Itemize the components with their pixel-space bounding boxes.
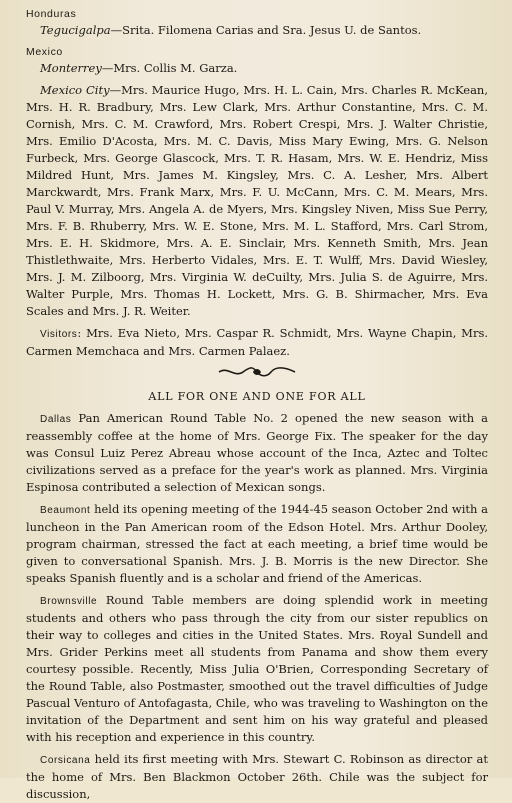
city-mexico-city: Mexico City: [40, 83, 110, 97]
brownsville-text: Round Table members are doing splendid work in meeting students and others who pass through the city from our sister republics on their way to colleges and cities in the United States. Mrs. Royal Sundell and Mrs. Grider Perkins meet all students from Panama and show them every courtesy possible. Recently, Miss Julia O'Brien, Corresponding Secretary of the Round Table, also Postmaster, smoothed out the travel difficulties of Judge Pascual Venturo of Antofagasta, Chile, who was traveling to Washington on the invitation of the Department and sent him on his way grateful and pleased with his reception and experience in this country.: [26, 593, 488, 744]
honduras-members: —Srita. Filomena Carias and Sra. Jesus U. de Santos.: [110, 23, 422, 37]
dallas-paragraph: [26, 410, 488, 496]
corsicana-lead: Corsicana: [40, 755, 91, 766]
beaumont-text: held its opening meeting of the 1944-45 season October 2nd with a luncheon in the Pan American room of the Edson Hotel. Mrs. Arthur Dooley, program chairman, stressed the fact at each meeting, a brief time would be given to conversational Spanish. Mrs. J. B. Morris is the new Director. She speaks Spanish fluently and is a scholar and friend of the Americas.: [26, 502, 488, 585]
mexico-city-members: —Mrs. Maurice Hugo, Mrs. H. L. Cain, Mrs. Charles R. McKean, Mrs. H. R. Bradbury, Mrs. Lew Clark, Mrs. Arthur Constantine, Mrs. C. M. Cornish, Mrs. C. M. Crawford, Mrs. Robert Crespi, Mrs. J. Walter Christie, Mrs. Emilio D'Acosta, Mrs. M. C. Davis, Miss Mary Ewing, Mrs. G. Nelson Furbeck, Mrs. George Glascock, Mrs. T. R. Hasam, Mrs. W. E. Hendriz, Miss Mildred Hunt, Mrs. James M. Kingsley, Mrs. C. A. Lesher, Mrs. Albert Marckwardt, Mrs. Frank Marx, Mrs. F. U. McCann, Mrs. C. M. Mears, Mrs. Paul V. Murray, Mrs. Angela A. de Myers, Mrs. Kingsley Niven, Miss Sue Perry, Mrs. F. B. Rhuberry, Mrs. W. E. Stone, Mrs. M. L. Stafford, Mrs. Carl Strom, Mrs. E. H. Skidmore, Mrs. A. E. Sinclair, Mrs. Kenneth Smith, Mrs. Jean Thistlethwaite, Mrs. Herberto Vidales, Mrs. E. T. Wulff, Mrs. David Wiesley, Mrs. J. M. Zilboorg, Mrs. Virginia W. deCuilty, Mrs. Julia S. de Aguirre, Mrs. Walter Purple, Mrs. Thomas H. Lockett, Mrs. G. B. Shirmacher, Mrs. Eva Scales and Mrs. J. R. Weiter.: [26, 83, 488, 318]
city-tegucigalpa: Tegucigalpa: [40, 23, 111, 37]
dallas-text: Pan American Round Table No. 2 opened the new season with a reassembly coffee at the home of Mrs. George Fix. The speaker for the day was Consul Luiz Perez Abreau whose account of the Inca, Aztec and Toltec civilizations served as a preface for the year's work as planned. Mrs. Virginia Espinosa contributed a selection of Mexican songs.: [26, 411, 488, 494]
section-heading: ALL FOR ONE AND ONE FOR ALL: [148, 390, 366, 403]
visitors-label: Visitors: [40, 329, 78, 340]
country-mexico: Mexico: [26, 46, 63, 58]
brownsville-lead: Brownsville: [40, 596, 98, 607]
country-honduras: Honduras: [26, 8, 77, 20]
visitors-entry: [26, 325, 488, 360]
beaumont-lead: Beaumont: [40, 505, 91, 516]
visitors-list: : Mrs. Eva Nieto, Mrs. Caspar R. Schmidt, Mrs. Wayne Chapin, Mrs. Carmen Memchaca and Mrs. Carmen Palaez.: [26, 326, 488, 358]
mexico-city-entry: [26, 82, 488, 320]
monterrey-entry: [26, 60, 488, 77]
city-monterrey: Monterrey: [40, 61, 102, 75]
corsicana-text: held its first meeting with Mrs. Stewart C. Robinson as director at the home of Mrs. Ben Blackmon October 26th. Chile was the subject for discussion,: [26, 752, 488, 801]
monterrey-members: —Mrs. Collis M. Garza.: [101, 61, 238, 75]
honduras-entry: [26, 22, 488, 39]
beaumont-paragraph: [26, 501, 488, 587]
corsicana-paragraph: [26, 751, 488, 803]
brownsville-paragraph: [26, 592, 488, 746]
dallas-lead: Dallas: [40, 414, 72, 425]
ornament-divider: [26, 364, 488, 383]
flourish-icon: [217, 365, 297, 379]
